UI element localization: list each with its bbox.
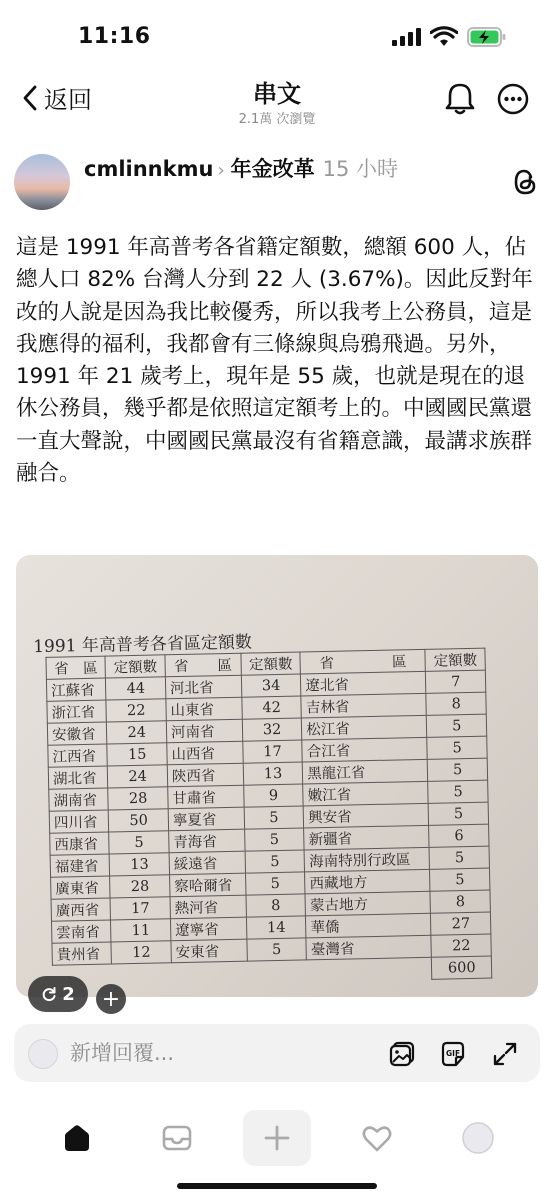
- reply-input[interactable]: [70, 1034, 370, 1072]
- tab-create[interactable]: [243, 1110, 311, 1166]
- quota-value: 5: [109, 831, 169, 854]
- inbox-icon: [161, 1122, 193, 1154]
- province-name: 察哈爾省: [169, 873, 245, 897]
- total-value: 600: [432, 956, 492, 979]
- quota-value: 27: [431, 912, 491, 935]
- tab-profile[interactable]: [450, 1110, 506, 1166]
- province-name: 山東省: [166, 697, 242, 721]
- svg-text:GIF: GIF: [446, 1049, 461, 1058]
- topic-separator: ›: [217, 160, 225, 181]
- post-body: 這是 1991 年高普考各省籍定額數，總額 600 人，佔總人口 82% 台灣人分到 22 人 (3.67%)。因此反對年改的人說是因為我比較優秀，所以我考上公務員，這是我應得的福利，我都會有三條線與烏鴉飛過。另外，1991 年 21 歲考上，現年是 55 歲，也就是現在的退休公務員，幾乎都是依照這定額考上的。中國國民黨還一直大聲說，中國國民黨最沒有省籍意識，最講求族群融合。: [16, 235, 533, 487]
- quota-value: 24: [108, 765, 168, 788]
- blank-cell: [247, 960, 307, 983]
- status-time: 11:16: [78, 24, 151, 49]
- province-name: 四川省: [49, 810, 109, 833]
- quota-value: 5: [244, 828, 304, 851]
- quota-value: 5: [428, 758, 488, 781]
- province-name: 寧夏省: [168, 807, 244, 831]
- province-name: 湖北省: [48, 766, 108, 789]
- province-name: 山西省: [167, 741, 243, 765]
- province-name: 松江省: [302, 715, 428, 740]
- topic-tag[interactable]: 年金改革: [230, 157, 315, 181]
- table-header: 定額數: [105, 655, 165, 678]
- blank-cell: [171, 961, 247, 985]
- quota-value: 5: [427, 714, 487, 737]
- quota-value: 15: [107, 743, 167, 766]
- image-icon[interactable]: [388, 1040, 416, 1068]
- quota-value: 22: [431, 934, 491, 957]
- blank-cell: [307, 957, 433, 982]
- province-name: 興安省: [303, 803, 429, 828]
- province-name: 蒙古地方: [305, 891, 431, 916]
- province-name: 雲南省: [51, 920, 111, 943]
- province-name: 黑龍江省: [303, 759, 429, 784]
- province-name: 河北省: [165, 675, 241, 699]
- province-name: 海南特別行政區: [304, 847, 430, 872]
- quota-value: 11: [111, 919, 171, 942]
- quota-value: 44: [106, 677, 166, 700]
- quota-value: 5: [428, 780, 488, 803]
- province-name: 浙江省: [47, 700, 107, 723]
- province-name: 華僑: [306, 913, 432, 938]
- province-name: 安東省: [171, 939, 247, 963]
- author-line: [84, 154, 424, 186]
- reply-avatar: [28, 1039, 58, 1069]
- province-name: 西藏地方: [305, 869, 431, 894]
- bottom-tab-bar: [0, 1100, 554, 1170]
- quota-value: 12: [111, 941, 171, 964]
- province-name: 廣東省: [51, 876, 111, 899]
- quota-value: 6: [429, 824, 489, 847]
- heart-icon: [361, 1123, 393, 1153]
- quota-value: 14: [246, 916, 306, 939]
- table-title: 1991 年高普考各省區定額數: [33, 632, 253, 658]
- province-name: 吉林省: [301, 693, 427, 718]
- quota-value: 5: [245, 872, 305, 895]
- reply-bar: [14, 1024, 540, 1082]
- tab-inbox[interactable]: [149, 1110, 205, 1166]
- quota-value: 34: [241, 674, 301, 697]
- post-time: 15 小時: [322, 157, 399, 181]
- add-image-button[interactable]: +: [96, 984, 126, 1014]
- photo-content: [16, 555, 538, 997]
- province-name: 臺灣省: [306, 935, 432, 960]
- quota-value: 7: [426, 670, 486, 693]
- quota-value: 8: [426, 692, 486, 715]
- quota-value: 13: [110, 853, 170, 876]
- table-header: 省 區: [46, 656, 106, 679]
- quota-value: 8: [246, 894, 306, 917]
- home-indicator: [177, 1183, 377, 1189]
- quota-value: 28: [108, 787, 168, 810]
- author-name[interactable]: cmlinnkmu: [84, 157, 214, 181]
- province-name: 嫩江省: [303, 781, 429, 806]
- province-name: 福建省: [50, 854, 110, 877]
- province-name: 遼北省: [301, 671, 427, 696]
- province-name: 廣西省: [51, 898, 111, 921]
- quota-value: 9: [244, 784, 304, 807]
- quota-value: 5: [429, 846, 489, 869]
- province-name: 青海省: [169, 829, 245, 853]
- status-bar: [0, 0, 554, 70]
- province-name: 江蘇省: [46, 678, 106, 701]
- quota-value: 5: [430, 868, 490, 891]
- post-image[interactable]: [16, 555, 538, 997]
- province-name: 陝西省: [167, 763, 243, 787]
- table-body: [46, 670, 491, 987]
- profile-icon: [461, 1121, 495, 1155]
- threads-logo-icon: [512, 168, 538, 196]
- plus-icon: [262, 1123, 292, 1153]
- province-name: 合江省: [302, 737, 428, 762]
- refresh-icon: [41, 986, 57, 1002]
- quota-value: 28: [110, 875, 170, 898]
- cellular-signal-icon: [392, 28, 422, 46]
- quota-value: 24: [107, 721, 167, 744]
- bell-icon[interactable]: [444, 82, 476, 116]
- quota-value: 17: [110, 897, 170, 920]
- quota-value: 50: [109, 809, 169, 832]
- image-count: 2: [62, 983, 75, 1005]
- home-icon: [61, 1122, 93, 1154]
- quota-value: 17: [243, 740, 303, 763]
- quota-value: 5: [427, 736, 487, 759]
- wifi-icon: [430, 26, 458, 48]
- province-name: 綏遠省: [169, 851, 245, 875]
- battery-charging-icon: [467, 26, 507, 48]
- province-name: 江西省: [48, 744, 108, 767]
- table-header: 定額數: [425, 648, 485, 671]
- province-name: 西康省: [50, 832, 110, 855]
- province-name: 安徽省: [47, 722, 107, 745]
- view-count: 2.1萬 次瀏覽: [238, 112, 316, 127]
- table-header: 省 區: [300, 649, 426, 674]
- quota-value: 13: [243, 762, 303, 785]
- page-title: 串文: [253, 80, 301, 108]
- author-avatar[interactable]: [14, 154, 70, 210]
- blank-cell: [112, 963, 172, 986]
- province-name: 湖南省: [49, 788, 109, 811]
- province-name: 熱河省: [170, 895, 246, 919]
- quota-value: 22: [106, 699, 166, 722]
- post-header: [0, 150, 554, 220]
- table-header: 定額數: [241, 652, 301, 675]
- quota-table: [45, 648, 492, 988]
- quota-value: 8: [430, 890, 490, 913]
- gif-icon[interactable]: [439, 1040, 467, 1068]
- province-name: 新疆省: [304, 825, 430, 850]
- province-name: 貴州省: [52, 942, 112, 965]
- tab-activity[interactable]: [349, 1110, 405, 1166]
- expand-icon[interactable]: [492, 1041, 518, 1067]
- top-nav: [0, 70, 554, 130]
- quota-value: 5: [244, 806, 304, 829]
- quota-value: 5: [245, 850, 305, 873]
- province-name: 河南省: [166, 719, 242, 743]
- province-name: 甘肅省: [168, 785, 244, 809]
- quota-value: 5: [247, 938, 307, 961]
- image-count-chip[interactable]: [28, 976, 88, 1012]
- more-icon[interactable]: [496, 82, 530, 116]
- back-label: 返回: [44, 86, 92, 114]
- tab-home[interactable]: [49, 1110, 105, 1166]
- table-header: 省 區: [165, 653, 241, 677]
- province-name: 遼寧省: [170, 917, 246, 941]
- quota-value: 5: [429, 802, 489, 825]
- quota-value: 32: [242, 718, 302, 741]
- quota-value: 42: [242, 696, 302, 719]
